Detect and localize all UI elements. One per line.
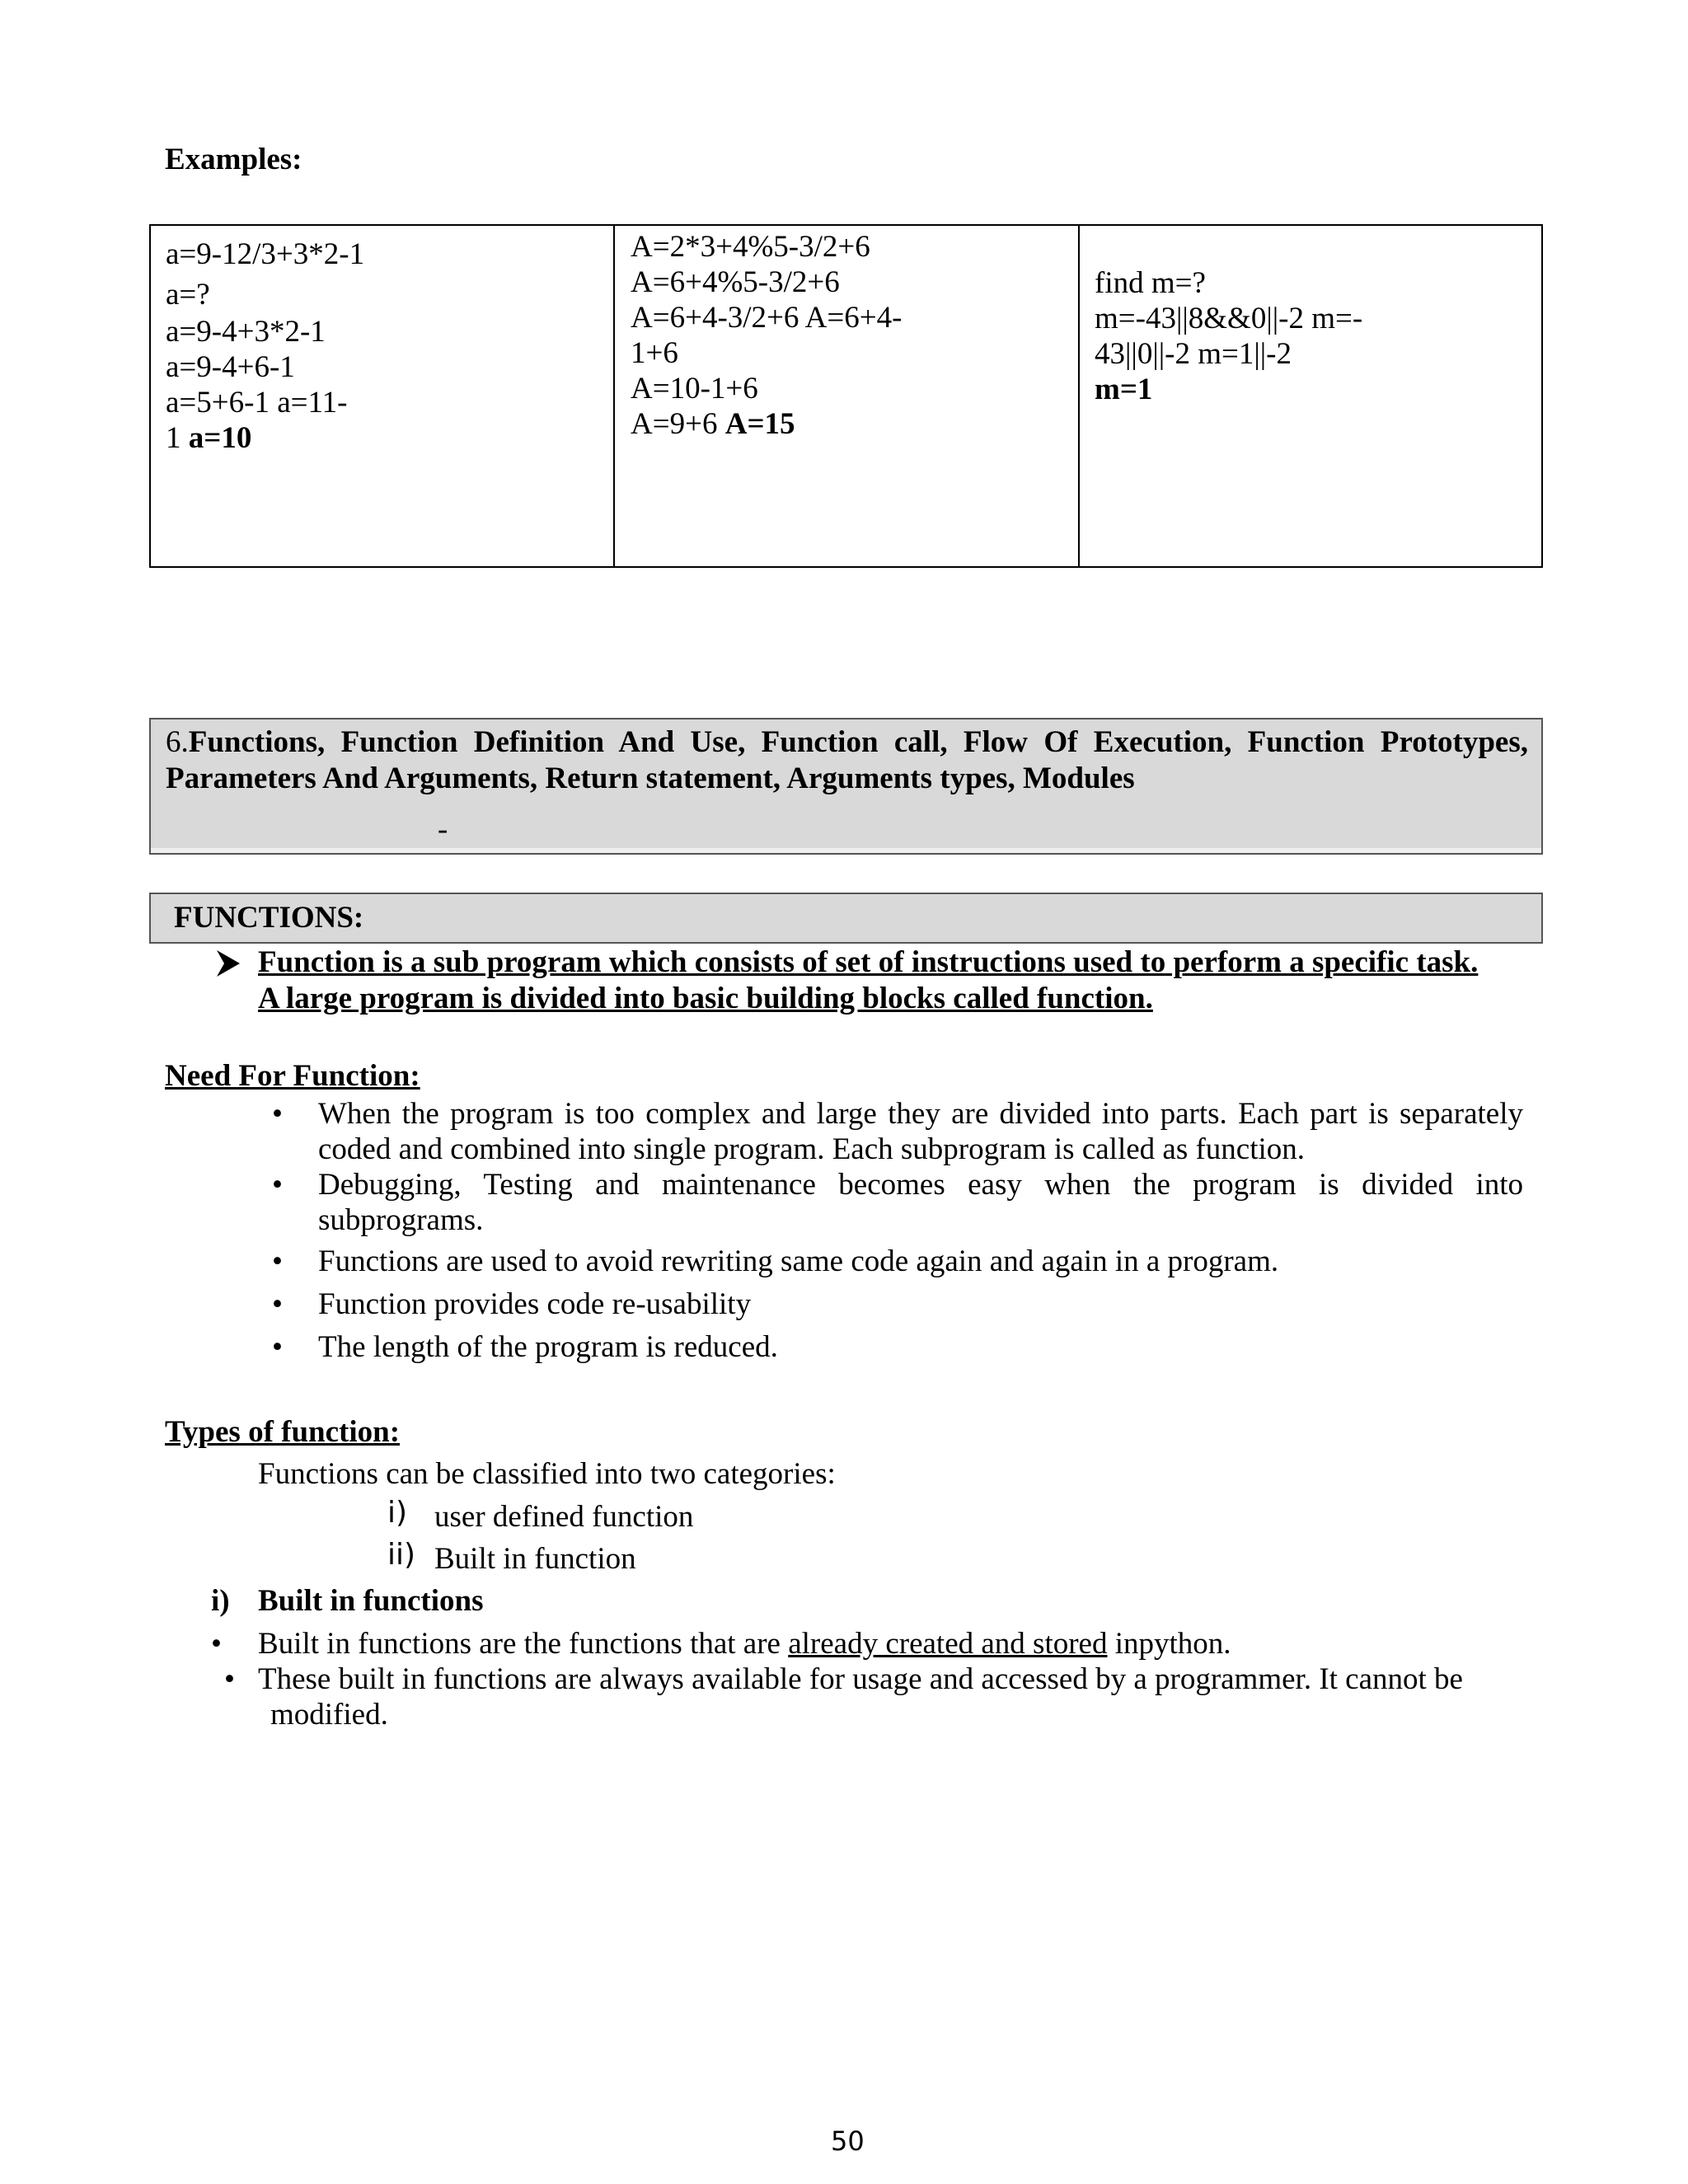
definition-line2: A large program is divided into basic building blocks called function.: [258, 982, 1153, 1015]
example-line: A=6+4-3/2+6 A=6+4-: [631, 301, 903, 335]
section-title-line1: [166, 724, 1528, 761]
example-line: a=9-12/3+3*2-1: [166, 237, 365, 271]
examples-heading: Examples:: [165, 143, 302, 176]
need-bullet-2-line2: subprograms.: [318, 1203, 484, 1237]
example-line: 1+6: [631, 336, 678, 370]
section-dash: -: [438, 813, 448, 846]
need-bullet-1-line1: When the program is too complex and large they are divided into parts. Each part is separately: [318, 1097, 1523, 1131]
example-line: 43||0||-2 m=1||-2: [1095, 337, 1292, 371]
example-result: A=15: [724, 407, 795, 441]
example-cell-1: [151, 226, 615, 566]
example-line: a=9-4+6-1: [166, 350, 295, 384]
bullet-glyph: •: [272, 1287, 283, 1321]
section-title-line2: Parameters And Arguments, Return statement, Arguments types, Modules: [166, 762, 1135, 795]
arrow-bullet-icon: [216, 949, 241, 982]
section-title: Functions, Function Definition And Use, Function call, Flow Of Execution, Function Prototypes,: [188, 725, 1528, 759]
page-number: 50: [831, 2125, 865, 2157]
types-item-user-defined: user defined function: [434, 1500, 694, 1534]
example-cell-2: [615, 226, 1080, 566]
builtin-text: inpython.: [1107, 1627, 1231, 1661]
need-heading: Need For Function:: [165, 1059, 420, 1093]
bullet-glyph: •: [224, 1662, 235, 1696]
section-box-shade: [151, 848, 1541, 853]
example-line: A=2*3+4%5-3/2+6: [631, 230, 870, 264]
types-heading: Types of function:: [165, 1415, 401, 1449]
example-line: a=9-4+3*2-1: [166, 315, 326, 349]
bullet-glyph: •: [211, 1627, 222, 1661]
example-text: 1: [166, 421, 189, 455]
example-line: A=10-1+6: [631, 372, 758, 405]
bullet-glyph: •: [272, 1244, 283, 1278]
section-number: 6.: [166, 725, 189, 759]
example-line: a=?: [166, 278, 210, 312]
need-bullet-5: The length of the program is reduced.: [318, 1330, 778, 1364]
builtin-bullet-1: [258, 1626, 1231, 1662]
definition-line1: Function is a sub program which consists of set of instructions used to perform a specific task.: [258, 945, 1479, 979]
example-line: A=6+4%5-3/2+6: [631, 265, 840, 299]
builtin-text: Built in functions are the functions that are: [258, 1627, 789, 1661]
bullet-glyph: •: [272, 1330, 283, 1364]
need-bullet-4: Function provides code re-usability: [318, 1287, 752, 1321]
types-item-built-in: Built in function: [434, 1542, 636, 1576]
example-result: m=1: [1095, 373, 1153, 406]
builtin-marker: i): [211, 1584, 230, 1618]
example-cell-3: [1080, 226, 1541, 566]
section-heading-box: [149, 718, 1543, 855]
examples-table: [149, 224, 1543, 568]
example-line: a=5+6-1 a=11-: [166, 386, 348, 419]
bullet-glyph: •: [272, 1097, 283, 1131]
builtin-heading: Built in functions: [258, 1584, 484, 1618]
example-text: A=9+6: [631, 407, 725, 441]
need-bullet-2-line1: Debugging, Testing and maintenance becomes easy when the program is divided into: [318, 1168, 1523, 1202]
example-line: find m=?: [1095, 266, 1206, 300]
functions-heading: FUNCTIONS:: [174, 901, 364, 935]
need-bullet-1-line2: coded and combined into single program. Each subprogram is called as function.: [318, 1132, 1306, 1166]
types-marker-ii: ii): [387, 1538, 416, 1572]
builtin-underlined-text: already created and stored: [788, 1627, 1108, 1661]
builtin-bullet-2-line2: modified.: [270, 1698, 388, 1732]
need-bullet-3: Functions are used to avoid rewriting same code again and again in a program.: [318, 1244, 1279, 1278]
functions-heading-box: [149, 893, 1543, 944]
example-result-line: [631, 406, 795, 443]
example-result: a=10: [188, 421, 252, 455]
example-line: m=-43||8&&0||-2 m=-: [1095, 302, 1363, 335]
example-result-line: [166, 420, 251, 457]
builtin-bullet-2-line1: These built in functions are always available for usage and accessed by a programmer. It cannot be: [258, 1662, 1463, 1696]
bullet-glyph: •: [272, 1168, 283, 1202]
types-intro: Functions can be classified into two categories:: [258, 1457, 836, 1491]
types-marker-i: i): [387, 1496, 408, 1530]
